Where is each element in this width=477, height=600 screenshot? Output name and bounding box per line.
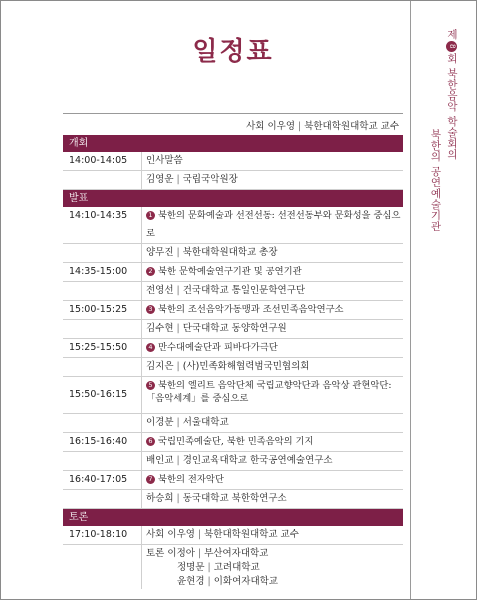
moderator-role: 사회 (146, 529, 165, 540)
sidebar-conference-subtitle: 북한의 공연예술기관 (429, 129, 442, 232)
panelist-name: 정명문 (177, 562, 205, 573)
speaker-line: 김지은 | (사)민족화해협력범국민협의회 (141, 358, 403, 376)
talk-title: 5 북한의 엘리트 음악단체 국립교향악단과 음악상 관현악단: 「음악세계」를 중심으로 (141, 377, 403, 413)
speaker-affiliation: (사)민족화해협력범국민협의회 (182, 361, 310, 372)
talk-number-badge: 5 (146, 381, 155, 390)
moderator-affiliation: 북한대학원대학교 교수 (204, 529, 299, 540)
table-row (63, 433, 403, 452)
table-row (63, 377, 403, 414)
panelist-list (141, 545, 403, 589)
sidebar-divider (410, 1, 411, 599)
talk-title: 6 국립민족예술단, 북한 민족음악의 기지 (141, 433, 403, 451)
panelist-name: 이정아 (167, 548, 195, 559)
talk-title: 1 북한의 문화예술과 선전선동: 선전선동부와 문화성을 중심으로 (141, 207, 403, 243)
panelist-affiliation: 부산여자대학교 (204, 548, 269, 559)
table-row (63, 320, 403, 339)
speaker-name: 김영운 (146, 174, 174, 185)
session-time: 14:10-14:35 (69, 210, 128, 221)
table-row (63, 282, 403, 301)
moderator-name: 이우영 (167, 529, 195, 540)
speaker-name: 전영선 (146, 285, 174, 296)
speaker-name: 김지은 (146, 361, 174, 372)
session-time: 14:35-15:00 (69, 266, 128, 277)
table-row (63, 244, 403, 263)
speaker-affiliation: 단국대학교 동양학연구원 (182, 323, 287, 334)
moderator-affiliation: 북한대학원대학교 교수 (304, 121, 399, 132)
panelist: 윤현경 | 이화여자대학교 (177, 576, 278, 587)
schedule-table (63, 135, 403, 589)
session-time: 16:40-17:05 (69, 474, 128, 485)
table-row (63, 545, 403, 589)
speaker-affiliation: 국립국악원장 (182, 174, 238, 185)
section-header-discussion: 토론 (63, 509, 403, 526)
talk-title: 4 만수대예술단과 피바다가극단 (141, 339, 403, 357)
speaker-line: 이경분 | 서울대학교 (141, 414, 403, 432)
speaker-line: 김수현 | 단국대학교 동양학연구원 (141, 320, 403, 338)
table-row (63, 171, 403, 190)
table-row (63, 301, 403, 320)
discussion-moderator: 사회 이우영 | 북한대학원대학교 교수 (141, 526, 403, 544)
session-time: 14:00-14:05 (69, 155, 128, 166)
separator: | (298, 121, 302, 132)
speaker-name: 김수현 (146, 323, 174, 334)
session-time: 16:15-16:40 (69, 436, 128, 447)
moderator-role: 사회 (246, 121, 265, 132)
talk-number-badge: 2 (146, 267, 155, 276)
session-time: 15:50-16:15 (69, 389, 128, 400)
talk-number-badge: 7 (146, 475, 155, 484)
session-time: 15:00-15:25 (69, 304, 128, 315)
talk-number-badge: 1 (146, 211, 155, 220)
speaker-affiliation: 경인교육대학교 한국공연예술연구소 (182, 455, 333, 466)
panelist-name: 윤현경 (177, 576, 205, 587)
sidebar-title-text: 회 북한음악 학술회의 (446, 53, 458, 160)
section-header-presentations: 발표 (63, 190, 403, 207)
session-title: 인사말씀 (141, 152, 403, 170)
table-row (63, 414, 403, 433)
table-row (63, 452, 403, 471)
panelist: 정명문 | 고려대학교 (177, 562, 260, 573)
section-header-opening: 개회 (63, 135, 403, 152)
speaker-name: 배인교 (146, 455, 174, 466)
talk-title: 7 북한의 전자악단 (141, 471, 403, 489)
table-row (63, 471, 403, 490)
page-title: 일정표 (192, 37, 274, 67)
panel-label: 토론 (146, 548, 165, 559)
speaker-line: 전영선 | 건국대학교 통일인문학연구단 (141, 282, 403, 300)
table-row (63, 339, 403, 358)
speaker-line: 양무진 | 북한대학원대학교 총장 (141, 244, 403, 262)
panelist-affiliation: 고려대학교 (213, 562, 260, 573)
speaker-line: 배인교 | 경인교육대학교 한국공연예술연구소 (141, 452, 403, 470)
table-row (63, 358, 403, 377)
table-row (63, 263, 403, 282)
speaker-affiliation: 북한대학원대학교 총장 (182, 247, 278, 258)
sidebar-conference-title (446, 29, 457, 160)
speaker-affiliation: 건국대학교 통일인문학연구단 (182, 285, 306, 296)
speaker-line: 하승희 | 동국대학교 북한학연구소 (141, 490, 403, 508)
talk-subtitle: 「음악세계」를 중심으로 (146, 393, 249, 404)
talk-number-badge: 3 (146, 305, 155, 314)
panelist-affiliation: 이화여자대학교 (213, 576, 278, 587)
talk-number-badge: 4 (146, 343, 155, 352)
moderator-name: 이우영 (267, 121, 295, 132)
speaker-line: 김영운 | 국립국악원장 (141, 171, 403, 189)
speaker-affiliation: 서울대학교 (182, 417, 229, 428)
talk-title: 3 북한의 조선음악가동맹과 조선민족음악연구소 (141, 301, 403, 319)
table-row (63, 490, 403, 509)
table-row (63, 152, 403, 171)
session-time: 17:10-18:10 (69, 529, 128, 540)
talk-title: 2 북한 문학예술연구기관 및 공연기관 (141, 263, 403, 281)
speaker-name: 하승희 (146, 493, 174, 504)
talk-number-badge: 6 (146, 437, 155, 446)
speaker-name: 이경분 (146, 417, 174, 428)
table-row (63, 526, 403, 545)
conference-number-badge: 8 (446, 41, 457, 52)
speaker-affiliation: 동국대학교 북한학연구소 (182, 493, 287, 504)
panelist: 토론 이정아 | 부산여자대학교 (146, 548, 269, 559)
table-row (63, 207, 403, 244)
speaker-name: 양무진 (146, 247, 174, 258)
sidebar-title-prefix: 제 (446, 29, 458, 40)
moderator-line (63, 118, 399, 132)
title-divider (63, 113, 403, 114)
session-time: 15:25-15:50 (69, 342, 128, 353)
